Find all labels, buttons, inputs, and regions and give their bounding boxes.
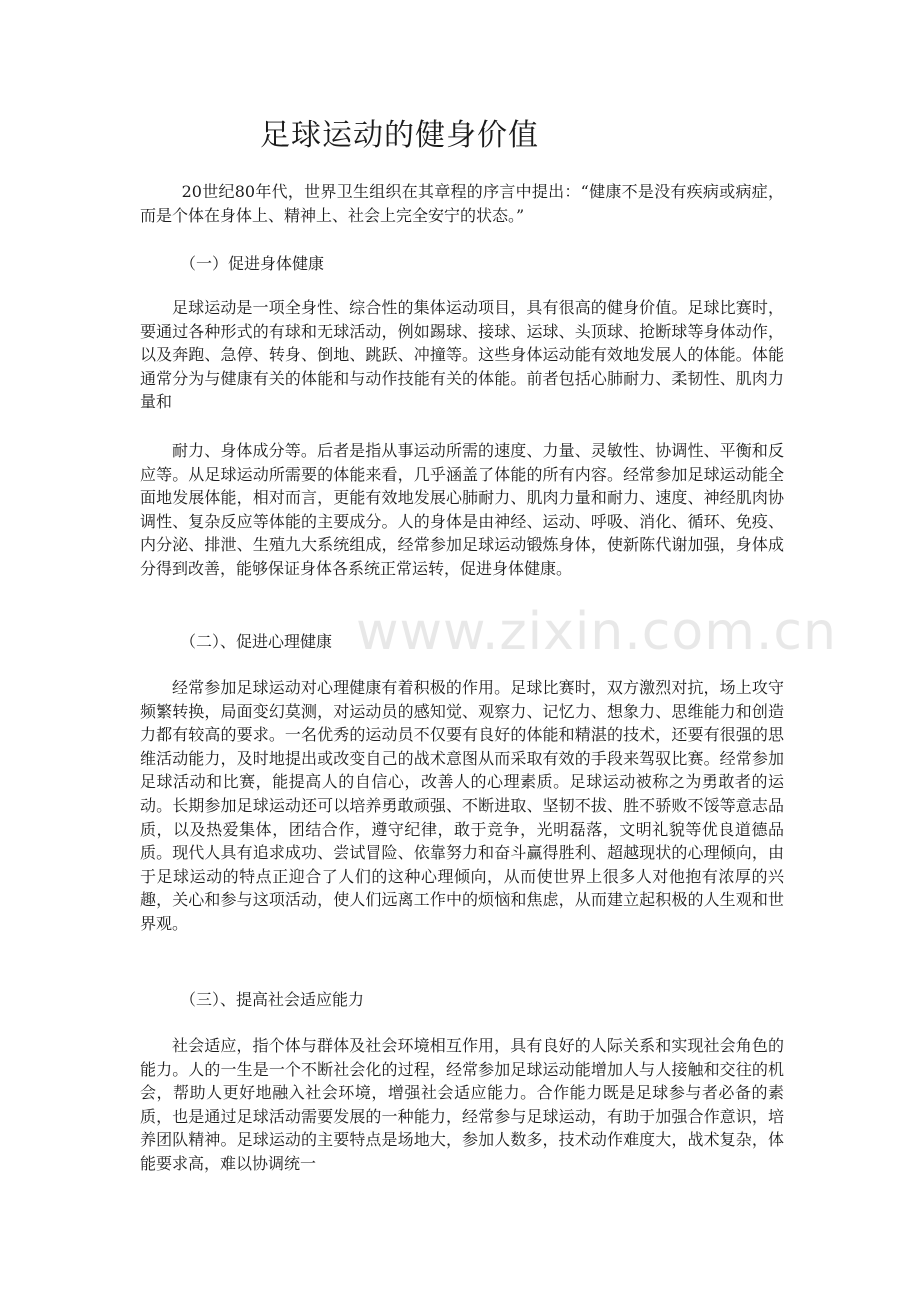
intro-paragraph: 20世纪80年代，世界卫生组织在其章程的序言中提出：“健康不是没有疾病或病症，而是个体在身体上、精神上、社会上完全安宁的状态。” [140, 182, 784, 225]
watermark-text: www.zixin.com.cn [356, 602, 837, 662]
section-1-paragraph-1: 足球运动是一项全身性、综合性的集体运动项目，具有很高的健身价值。足球比赛时，要通过各种形式的有球和无球活动，例如踢球、接球、运球、头顶球、抢断球等身体动作，以及奔跑、急停、转身、倒地、跳跃、冲撞等。这些身体运动能有效地发展人的体能。体能通常分为与健康有关的体能和与动作技能有关的体能。前者包括心肺耐力、柔韧性、肌肉力量和 [140, 298, 784, 412]
section-heading-social-adaptation: （三）、提高社会适应能力 [180, 990, 365, 1009]
document-title: 足球运动的健身价值 [260, 118, 539, 153]
section-2-paragraph-1: 经常参加足球运动对心理健康有着积极的作用。足球比赛时，双方激烈对抗，场上攻守频繁转换，局面变幻莫测，对运动员的感知觉、观察力、记忆力、想象力、思维能力和创造力都有较高的要求。一名优秀的运动员不仅要有良好的体能和精湛的技术，还要有很强的思维活动能力，及时地提出或改变自己的战术意图从而采取有效的手段来驾驭比赛。经常参加足球活动和比赛，能提高人的自信心，改善人的心理素质。足球运动被称之为勇敢者的运动。长期参加足球运动还可以培养勇敢顽强、不断进取、坚韧不拔、胜不骄败不馁等意志品质，以及热爱集体，团结合作，遵守纪律，敢于竞争，光明磊落，文明礼貌等优良道德品质。现代人具有追求成功、尝试冒险、依靠努力和奋斗赢得胜利、超越现状的心理倾向，由于足球运动的特点正迎合了人们的这种心理倾向，从而使世界上很多人对他抱有浓厚的兴趣，关心和参与这项活动，使人们远离工作中的烦恼和焦虑，从而建立起积极的人生观和世界观。 [140, 678, 784, 933]
section-heading-mental-health: （二）、促进心理健康 [180, 632, 333, 651]
section-heading-physical-health: （一）促进身体健康 [180, 254, 325, 273]
section-3-paragraph-1: 社会适应，指个体与群体及社会环境相互作用，具有良好的人际关系和实现社会角色的能力。人的一生是一个不断社会化的过程，经常参加足球运动能增加人与人接触和交往的机会，帮助人更好地融入社会环境，增强社会适应能力。合作能力既是足球参与者必备的素质，也是通过足球活动需要发展的一种能力，经常参与足球运动，有助于加强合作意识，培养团队精神。足球运动的主要特点是场地大，参加人数多，技术动作难度大，战术复杂，体能要求高，难以协调统一 [140, 1036, 784, 1173]
section-1-paragraph-2: 耐力、身体成分等。后者是指从事运动所需的速度、力量、灵敏性、协调性、平衡和反应等。从足球运动所需要的体能来看，几乎涵盖了体能的所有内容。经常参加足球运动能全面地发展体能，相对而言，更能有效地发展心肺耐力、肌肉力量和耐力、速度、神经肌肉协调性、复杂反应等体能的主要成分。人的身体是由神经、运动、呼吸、消化、循环、免疫、内分泌、排泄、生殖九大系统组成，经常参加足球运动锻炼身体，使新陈代谢加强，身体成分得到改善，能够保证身体各系统正常运转，促进身体健康。 [140, 441, 784, 578]
